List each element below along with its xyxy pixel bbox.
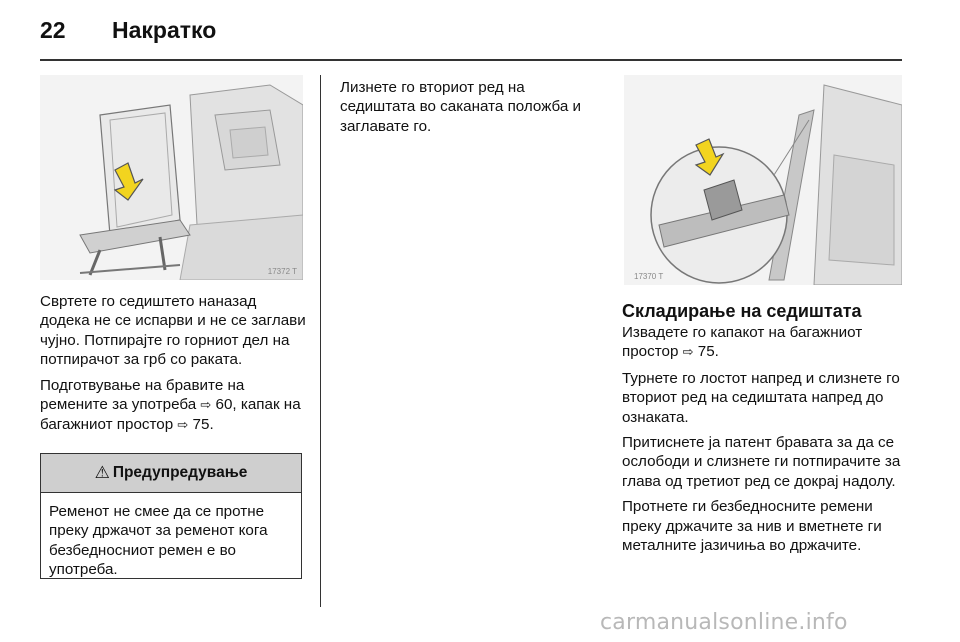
- warning-triangle-icon: ⚠: [94, 463, 110, 483]
- paragraph: Подготвување на бравите на ремените за употреба ⇨ 60, капак на багажниот простор ⇨ 75.: [40, 376, 301, 434]
- warning-text: Ременот не смее да се протне преку држачот за ременот кога безбедносниот ремен е во употреба.: [49, 503, 268, 579]
- warning-box: [40, 453, 302, 579]
- page-number: 22: [40, 16, 66, 43]
- right-column-text: [622, 300, 912, 561]
- watermark: carmanualsonline.info: [600, 610, 848, 635]
- page-ref[interactable]: 60: [215, 396, 233, 414]
- image-code: 17372 T: [267, 267, 297, 276]
- image-code: 17370 T: [634, 272, 664, 281]
- section-heading: Складирање на седиштата: [622, 301, 862, 321]
- page-ref-arrow-icon: ⇨: [177, 418, 189, 434]
- page-ref[interactable]: 75: [697, 343, 715, 361]
- belt-storage-illustration: [624, 75, 902, 285]
- warning-header: [41, 454, 301, 493]
- page-title: Накратко: [112, 16, 217, 43]
- paragraph: Турнете го лостот напред и слизнете го вториот ред на седиштата напред до ознаката.: [622, 369, 900, 426]
- header-divider: [40, 59, 902, 61]
- page-ref-arrow-icon: ⇨: [682, 345, 694, 361]
- paragraph: Притиснете ја патент бравата за да се ослободи и слизнете ги потпирачите за глава од третиот ред се докрај надолу.: [622, 434, 901, 490]
- column-divider: [320, 75, 321, 607]
- paragraph: Лизнете го вториот ред на седиштата во саканата положба и заглавате го.: [340, 79, 582, 135]
- paragraph: Свртете го седиштето наназад додека не се испарви и не се заглави чујно. Потпирајте го горниот дел на потпирачот за грб со раката.: [40, 293, 306, 369]
- paragraph: Протнете ги безбедносните ремени преку држачите за нив и вметнете ги металните јазичиња во држачите.: [622, 498, 882, 555]
- page-ref-arrow-icon: ⇨: [200, 398, 212, 414]
- page-ref[interactable]: 75: [192, 416, 210, 434]
- paragraph: Извадете го капакот на багажниот простор ⇨ 75.: [622, 324, 863, 361]
- warning-title: Предупредување: [112, 464, 248, 481]
- left-column-text: [40, 292, 308, 442]
- seat-fold-illustration: [40, 75, 303, 280]
- middle-column-text: [340, 78, 602, 142]
- page-header: [40, 14, 216, 46]
